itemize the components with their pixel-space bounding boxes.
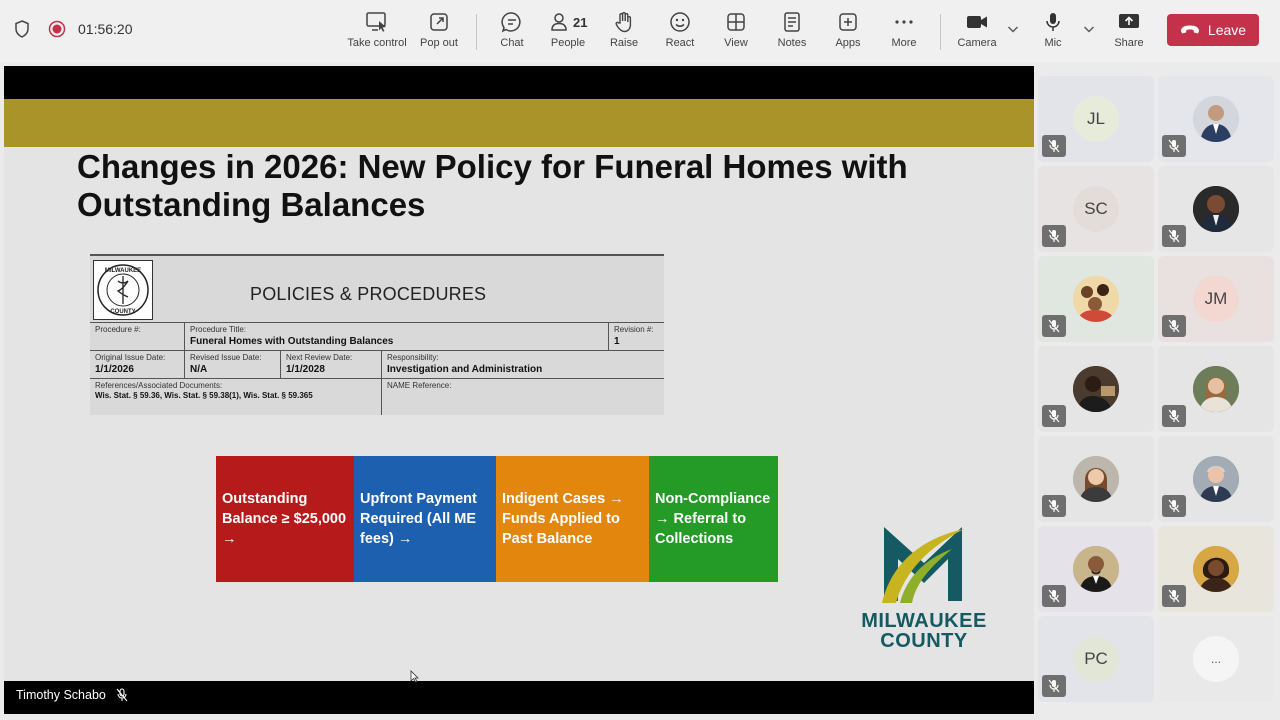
participant-tile[interactable] xyxy=(1158,166,1274,252)
participant-tile[interactable] xyxy=(1038,76,1154,162)
mic-off-icon xyxy=(1048,589,1060,603)
responsibility-cell xyxy=(381,351,664,378)
mic-off-icon xyxy=(1168,139,1180,153)
raise-hand-icon xyxy=(613,11,635,33)
toolbar-divider xyxy=(476,14,477,50)
participant-muted-indicator xyxy=(1162,585,1186,607)
view-icon xyxy=(725,11,747,33)
participant-photo-avatar xyxy=(1073,276,1119,322)
participant-muted-indicator xyxy=(1042,405,1066,427)
participant-initials-avatar xyxy=(1073,636,1119,682)
responsibility-value: Investigation and Administration xyxy=(387,364,543,375)
svg-text:COUNTY: COUNTY xyxy=(110,309,136,315)
mic-options-chevron-icon[interactable] xyxy=(1083,24,1095,34)
camera-label: Camera xyxy=(957,37,997,49)
people-button[interactable] xyxy=(536,8,600,56)
raise-label: Raise xyxy=(609,37,639,49)
raise-hand-button[interactable] xyxy=(592,8,656,56)
references-cell xyxy=(90,379,381,415)
react-icon xyxy=(669,11,691,33)
procedure-title-cell xyxy=(184,323,608,350)
recording-timer: 01:56:20 xyxy=(78,21,133,37)
participant-tile[interactable] xyxy=(1038,526,1154,612)
participant-tile[interactable] xyxy=(1038,256,1154,342)
references-label: References/Associated Documents: xyxy=(95,381,223,390)
mic-off-icon xyxy=(1168,409,1180,423)
chat-label: Chat xyxy=(500,37,524,49)
person-photo-icon xyxy=(1073,546,1119,592)
leave-button[interactable] xyxy=(1167,14,1259,46)
recording-icon xyxy=(48,20,66,38)
revision-label: Revision #: xyxy=(614,325,654,334)
policy-process-flow xyxy=(216,456,778,583)
flow-step-upfront-payment xyxy=(354,456,496,582)
presentation-slide xyxy=(4,66,1034,681)
share-icon xyxy=(1117,11,1141,33)
mic-off-icon xyxy=(116,688,128,702)
more-icon xyxy=(893,11,915,33)
mic-off-icon xyxy=(1048,319,1060,333)
mic-off-icon xyxy=(1168,229,1180,243)
participant-muted-indicator xyxy=(1162,135,1186,157)
pop-out-icon xyxy=(428,11,450,33)
policy-row-references xyxy=(90,378,664,415)
participant-photo-avatar xyxy=(1073,456,1119,502)
camera-icon xyxy=(965,11,989,33)
person-photo-icon xyxy=(1193,366,1239,412)
flow-step-text: Indigent Cases → Funds Applied to Past Balance xyxy=(502,491,624,547)
participant-initials: JL xyxy=(1087,109,1105,128)
participant-photo-avatar xyxy=(1193,186,1239,232)
references-value: Wis. Stat. § 59.36, Wis. Stat. § 59.38(1), Wis. Stat. § 59.365 xyxy=(95,391,313,400)
participant-muted-indicator xyxy=(1042,225,1066,247)
participant-tile[interactable] xyxy=(1158,76,1274,162)
participant-photo-avatar xyxy=(1193,546,1239,592)
participant-photo-avatar xyxy=(1073,546,1119,592)
next-review-value: 1/1/2028 xyxy=(286,364,325,375)
people-label: People xyxy=(550,37,586,49)
share-label: Share xyxy=(1114,37,1144,49)
participant-initials-avatar xyxy=(1073,186,1119,232)
person-photo-icon xyxy=(1073,366,1119,412)
wordmark-line-2: COUNTY xyxy=(880,630,968,652)
mouse-cursor-icon xyxy=(410,670,419,683)
participant-initials-avatar xyxy=(1193,276,1239,322)
person-photo-icon xyxy=(1193,546,1239,592)
flow-step-non-compliance xyxy=(649,456,778,582)
recording-status xyxy=(14,20,133,38)
policy-row-dates xyxy=(90,350,664,378)
original-issue-cell xyxy=(90,351,184,378)
flow-step-indigent-cases xyxy=(496,456,649,582)
original-issue-value: 1/1/2026 xyxy=(95,364,134,375)
flow-step-text: Outstanding Balance ≥ $25,000 → xyxy=(222,491,347,547)
pop-out-label: Pop out xyxy=(420,37,458,49)
next-review-label: Next Review Date: xyxy=(286,353,353,362)
slide-header-band xyxy=(4,66,1034,99)
participant-muted-indicator xyxy=(1042,495,1066,517)
milwaukee-county-m-icon xyxy=(844,521,1004,611)
person-photo-icon xyxy=(1073,456,1119,502)
participant-muted-indicator xyxy=(1042,585,1066,607)
notes-button[interactable] xyxy=(760,8,824,56)
view-button[interactable] xyxy=(704,8,768,56)
participant-muted-indicator xyxy=(1042,675,1066,697)
chat-icon xyxy=(501,11,523,33)
name-reference-cell xyxy=(381,379,664,415)
mic-off-icon xyxy=(1048,679,1060,693)
original-issue-label: Original Issue Date: xyxy=(95,353,166,362)
mic-off-icon xyxy=(1048,139,1060,153)
participant-photo-avatar xyxy=(1193,96,1239,142)
hang-up-icon xyxy=(1180,24,1200,36)
more-button[interactable] xyxy=(872,8,936,56)
flow-step-text: Non-Compliance → Referral to Collections xyxy=(655,491,771,547)
leave-label: Leave xyxy=(1207,22,1247,38)
people-count-badge: 21 xyxy=(573,15,588,30)
participant-photo-avatar xyxy=(1193,456,1239,502)
group-photo-icon xyxy=(1073,276,1119,322)
take-control-label: Take control xyxy=(347,37,407,49)
procedure-number-label: Procedure #: xyxy=(95,325,141,334)
apps-button[interactable] xyxy=(816,8,880,56)
chat-button[interactable] xyxy=(480,8,544,56)
slide-title: Changes in 2026: New Policy for Funeral Homes with Outstanding Balances xyxy=(77,148,908,223)
revised-issue-cell xyxy=(184,351,280,378)
toolbar-divider xyxy=(940,14,941,50)
participant-tile[interactable] xyxy=(1038,166,1154,252)
revision-cell xyxy=(608,323,664,350)
participant-tile[interactable] xyxy=(1038,616,1154,702)
next-review-cell xyxy=(280,351,381,378)
medical-examiner-seal xyxy=(93,260,153,320)
medical-examiner-logo-icon xyxy=(94,261,152,319)
mic-off-icon xyxy=(1048,499,1060,513)
participant-muted-indicator xyxy=(1162,315,1186,337)
apps-icon xyxy=(837,11,859,33)
more-participants-button[interactable] xyxy=(1193,636,1239,682)
revised-issue-value: N/A xyxy=(190,364,208,375)
participant-muted-indicator xyxy=(1162,225,1186,247)
people-icon xyxy=(550,11,572,33)
shared-screen[interactable] xyxy=(4,66,1034,714)
revision-value: 1 xyxy=(614,336,620,347)
participant-photo-avatar xyxy=(1073,366,1119,412)
more-label: More xyxy=(891,37,917,49)
policy-row-procedure xyxy=(90,322,664,350)
participant-photo-avatar xyxy=(1193,366,1239,412)
share-button[interactable] xyxy=(1097,8,1161,56)
pop-out-button[interactable] xyxy=(407,8,471,56)
procedure-title-label: Procedure Title: xyxy=(190,325,247,334)
slide-gold-band xyxy=(4,99,1034,147)
meeting-toolbar xyxy=(0,0,1280,62)
svg-text:MILWAUKEE: MILWAUKEE xyxy=(104,268,142,274)
participant-muted-indicator xyxy=(1042,315,1066,337)
notes-label: Notes xyxy=(777,37,807,49)
milwaukee-county-wordmark xyxy=(844,611,1004,651)
take-control-button[interactable] xyxy=(345,8,409,56)
participant-initials: SC xyxy=(1084,199,1108,218)
procedure-number-cell xyxy=(90,323,184,350)
participant-tile[interactable] xyxy=(1038,436,1154,522)
apps-label: Apps xyxy=(835,37,861,49)
participant-muted-indicator xyxy=(1162,495,1186,517)
wordmark-line-1: MILWAUKEE xyxy=(861,610,987,632)
participant-tile[interactable] xyxy=(1158,526,1274,612)
camera-options-chevron-icon[interactable] xyxy=(1007,24,1019,34)
mic-off-icon xyxy=(1168,589,1180,603)
react-label: React xyxy=(665,37,695,49)
person-photo-icon xyxy=(1193,456,1239,502)
flow-step-text: Upfront Payment Required (All ME fees) → xyxy=(360,491,477,547)
person-photo-icon xyxy=(1193,96,1239,142)
milwaukee-county-logo xyxy=(844,521,1004,661)
participant-muted-indicator xyxy=(1162,405,1186,427)
react-button[interactable] xyxy=(648,8,712,56)
policy-heading: POLICIES & PROCEDURES xyxy=(250,284,487,304)
more-participants-tile[interactable] xyxy=(1158,616,1274,702)
presenter-name: Timothy Schabo xyxy=(16,688,106,702)
policy-document xyxy=(90,254,664,415)
revised-issue-label: Revised Issue Date: xyxy=(190,353,262,362)
person-photo-icon xyxy=(1193,186,1239,232)
mic-label: Mic xyxy=(1044,37,1062,49)
participant-muted-indicator xyxy=(1042,135,1066,157)
mic-off-icon xyxy=(1048,409,1060,423)
procedure-title-value: Funeral Homes with Outstanding Balances xyxy=(190,336,394,347)
notes-icon xyxy=(781,11,803,33)
mic-icon xyxy=(1042,11,1064,33)
name-reference-label: NAME Reference: xyxy=(387,381,452,390)
participant-initials-avatar xyxy=(1073,96,1119,142)
mic-button[interactable] xyxy=(1021,8,1085,56)
take-control-icon xyxy=(365,11,389,33)
camera-button[interactable] xyxy=(945,8,1009,56)
mic-off-icon xyxy=(1168,499,1180,513)
participant-initials: JM xyxy=(1204,289,1228,308)
shield-icon xyxy=(14,20,30,38)
participant-tile[interactable] xyxy=(1158,256,1274,342)
mic-off-icon xyxy=(1048,229,1060,243)
participant-tile[interactable] xyxy=(1158,346,1274,432)
flow-step-outstanding-balance xyxy=(216,456,354,582)
participant-tile[interactable] xyxy=(1038,346,1154,432)
mic-off-icon xyxy=(1168,319,1180,333)
more-participants-label: ... xyxy=(1210,652,1221,666)
presenter-name-tag xyxy=(16,688,128,702)
participant-tile[interactable] xyxy=(1158,436,1274,522)
participant-initials: PC xyxy=(1084,649,1108,668)
view-label: View xyxy=(724,37,748,49)
responsibility-label: Responsibility: xyxy=(387,353,439,362)
